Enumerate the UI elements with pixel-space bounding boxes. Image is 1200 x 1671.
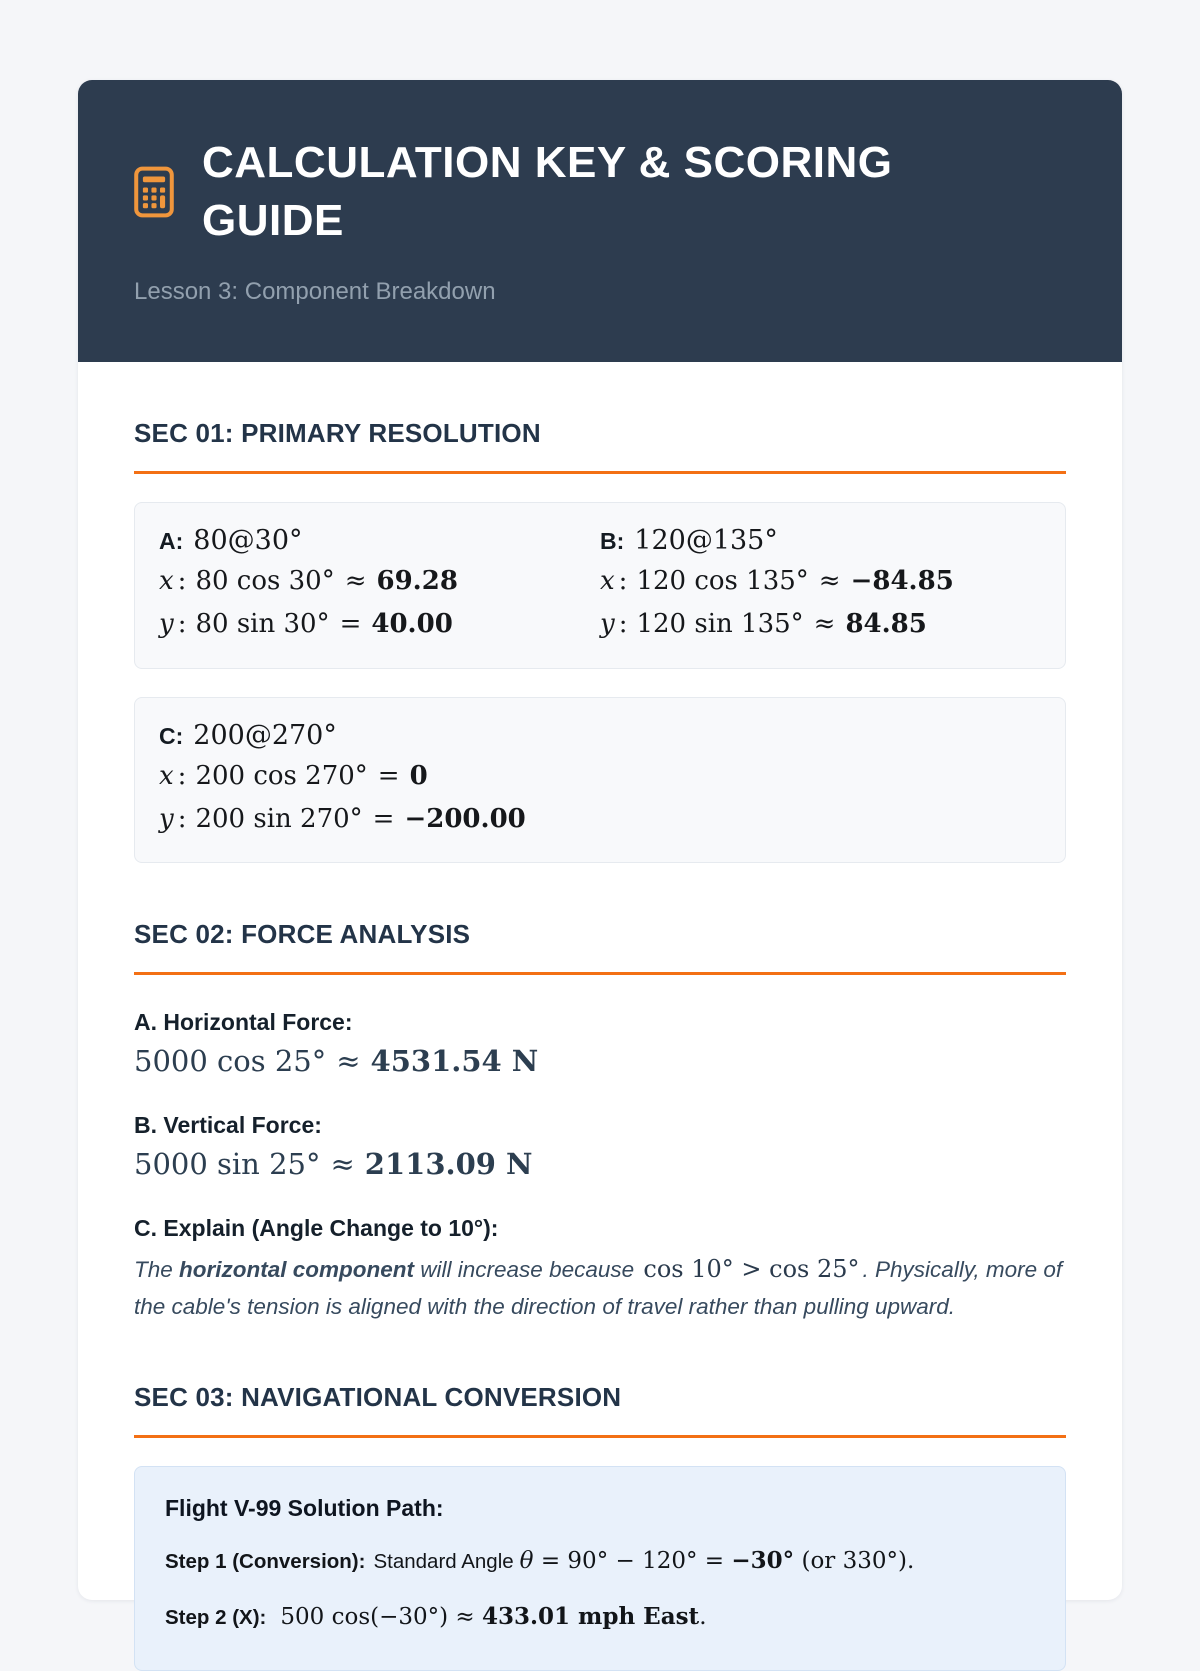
vector-b-x-line: x : 120 cos 135° ≈ −84.85 (600, 566, 954, 597)
vector-c-x-line: x : 200 cos 270° = 0 (159, 760, 428, 791)
explain-paragraph: The horizontal component will increase because cos 10° > cos 25° . Physically, more of the cable's tension is aligned with the direction of travel rather than pulling upward. (134, 1255, 1063, 1320)
header (78, 80, 1122, 362)
vector-a-y-line: y : 80 sin 30° = 40.00 (159, 608, 453, 639)
force-b-label: B. Vertical Force: (134, 1112, 322, 1139)
section-divider (134, 1435, 1066, 1438)
flight-box-title: Flight V-99 Solution Path: (165, 1494, 444, 1521)
vector-card-ab (134, 502, 1066, 669)
vector-b (600, 525, 1041, 642)
step-2: Step 2 (X): 500 cos(−30°) ≈ 433.01 mph East. (165, 1603, 707, 1630)
vector-card-c (134, 697, 1066, 864)
step-1: Step 1 (Conversion): Standard Angle θ = 90° − 120° = −30° (or 330°). (165, 1546, 915, 1574)
vector-c-y-line: y : 200 sin 270° = −200.00 (159, 803, 526, 834)
header-title-row (134, 134, 1066, 250)
vector-c (159, 720, 1041, 837)
section-divider (134, 972, 1066, 975)
section-heading-primary-resolution: SEC 01: PRIMARY RESOLUTION (134, 418, 541, 449)
vector-a (159, 525, 600, 642)
vector-b-polar: B: 120@135° (600, 525, 778, 557)
flight-solution-box (134, 1466, 1066, 1671)
section-heading-navigational-conversion: SEC 03: NAVIGATIONAL CONVERSION (134, 1381, 622, 1412)
vector-c-polar: C: 200@270° (159, 719, 337, 751)
worksheet-card (78, 80, 1122, 1630)
content (78, 418, 1122, 1671)
section-heading-force-analysis: SEC 02: FORCE ANALYSIS (134, 919, 471, 950)
force-a-math: 5000 cos 25° ≈ 4531.54 N (134, 1044, 539, 1079)
vector-grid (159, 525, 1041, 642)
vector-b-y-line: y : 120 sin 135° ≈ 84.85 (600, 608, 927, 639)
force-b-math: 5000 sin 25° ≈ 2113.09 N (134, 1147, 533, 1182)
section-divider (134, 471, 1066, 474)
page-subtitle: Lesson 3: Component Breakdown (134, 278, 496, 306)
explain-label: C. Explain (Angle Change to 10°): (134, 1215, 499, 1242)
calculator-icon (134, 166, 174, 218)
page-title: CALCULATION KEY & SCORING GUIDE (202, 138, 893, 246)
inline-math: cos 10° > cos 25° (643, 1255, 860, 1284)
vector-a-polar: A: 80@30° (159, 525, 303, 557)
force-a-label: A. Horizontal Force: (134, 1009, 353, 1036)
vector-a-x-line: x : 80 cos 30° ≈ 69.28 (159, 566, 458, 597)
